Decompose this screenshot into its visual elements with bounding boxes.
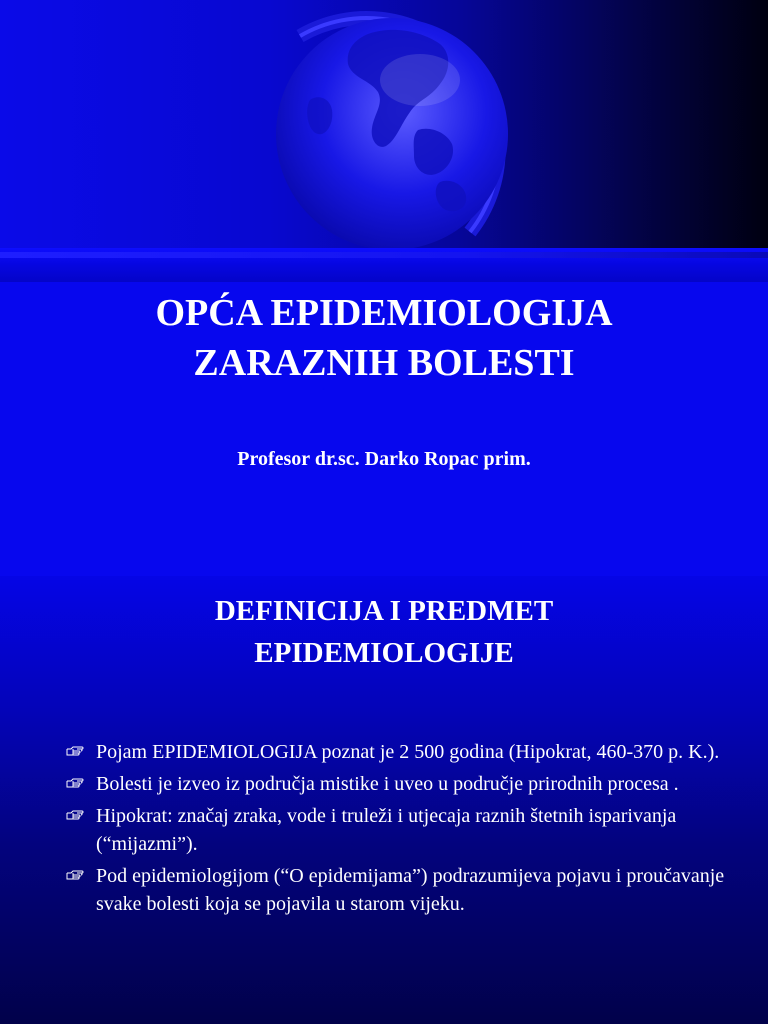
bullet-text: Pod epidemiologijom (“O epidemijama”) podrazumijeva pojavu i proučavanje svake bolesti koja se pojavila u starom vijeku.	[96, 865, 725, 915]
pointing-hand-icon	[66, 869, 84, 881]
header-divider	[0, 252, 768, 258]
globe-icon	[0, 0, 768, 282]
list-item	[0, 738, 768, 766]
list-item	[0, 770, 768, 798]
bullet-text: Pojam EPIDEMIOLOGIJA poznat je 2 500 godina (Hipokrat, 460-370 p. K.).	[96, 741, 720, 763]
author-name: Profesor dr.sc. Darko Ropac prim.	[237, 448, 531, 470]
title-line-2: EPIDEMIOLOGIJE	[254, 637, 514, 669]
list-item	[0, 862, 768, 918]
pointing-hand-icon	[66, 745, 84, 757]
definition-slide	[0, 576, 768, 1024]
pointing-hand-icon	[66, 809, 84, 821]
slide-title	[0, 590, 768, 674]
bullet-text: Bolesti je izveo iz područja mistike i uveo u područje prirodnih procesa .	[96, 773, 679, 795]
bullet-list	[0, 738, 768, 922]
title-line-1: DEFINICIJA I PREDMET	[214, 595, 554, 627]
bullet-text: Hipokrat: značaj zraka, vode i truleži i utjecaja raznih štetnih isparivanja (“mijazmi”).	[96, 805, 677, 855]
list-item	[0, 802, 768, 858]
slide-header-banner	[0, 0, 768, 282]
pointing-hand-icon	[66, 777, 84, 789]
slide-title	[0, 288, 768, 388]
title-line-1: OPĆA EPIDEMIOLOGIJA	[155, 292, 613, 334]
title-line-2: ZARAZNIH BOLESTI	[193, 342, 575, 384]
